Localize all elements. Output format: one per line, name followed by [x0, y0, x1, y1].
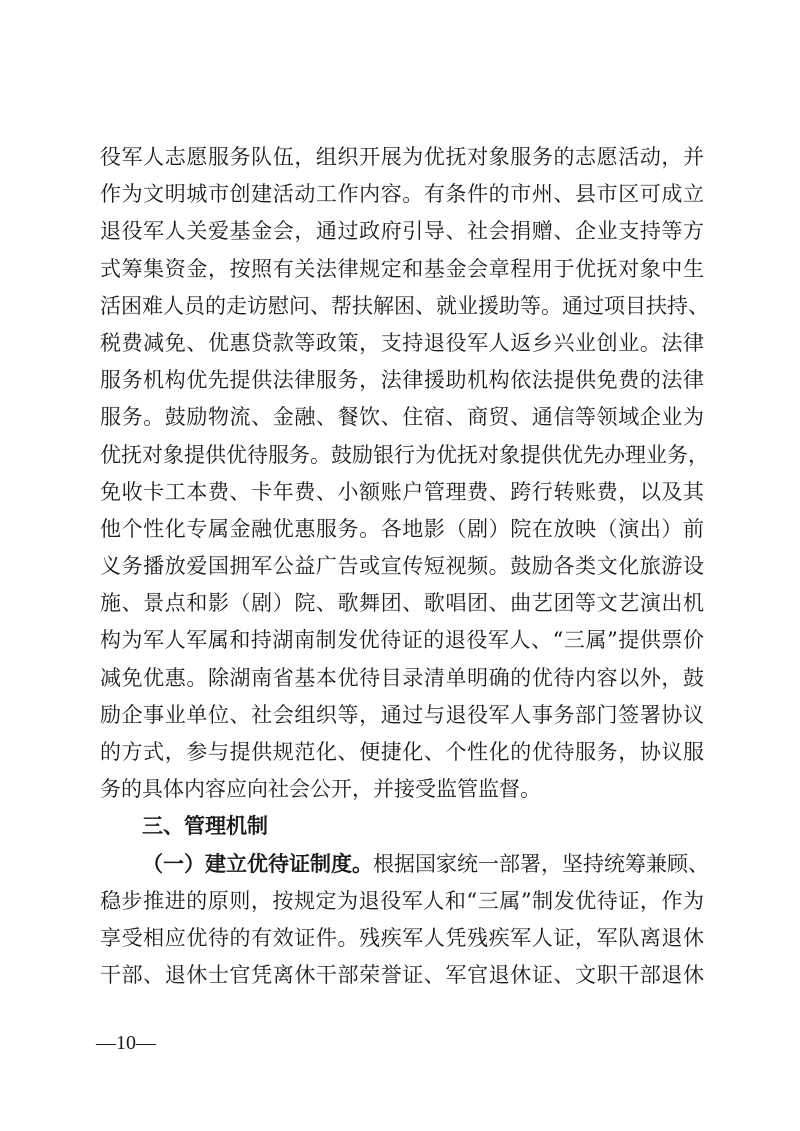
text-line: 干部、退休士官凭离休干部荣誉证、军官退休证、文职干部退休: [100, 963, 704, 988]
text-line: 务的具体内容应向社会公开，并接受监管监督。: [100, 777, 541, 802]
text-line: 免收卡工本费、卡年费、小额账户管理费、跨行转账费，以及其: [100, 479, 704, 504]
text-line: 服务。鼓励物流、金融、餐饮、住宿、商贸、通信等领域企业为: [100, 405, 704, 430]
paragraph-first-line: [100, 846, 709, 883]
body-text: [100, 139, 709, 994]
text-line: 服务机构优先提供法律服务，法律援助机构依法提供免费的法律: [100, 368, 704, 393]
text-line: 式筹集资金，按照有关法律规定和基金会章程用于优抚对象中生: [100, 256, 704, 281]
text-line: 构为军人军属和持湖南制发优待证的退役军人、“三属”提供票价: [100, 628, 704, 653]
text-line: 他个性化专属金融优惠服务。各地影（剧）院在放映（演出）前: [100, 516, 704, 541]
text-line: 义务播放爱国拥军公益广告或宣传短视频。鼓励各类文化旅游设: [100, 554, 704, 579]
text-line: 税费减免、优惠贷款等政策，支持退役军人返乡兴业创业。法律: [100, 330, 704, 355]
text-line: 励企事业单位、社会组织等，通过与退役军人事务部门签署协议: [100, 702, 704, 727]
section-heading: 三、管理机制: [142, 814, 268, 839]
page-number: —10—: [96, 1032, 156, 1054]
paragraph-lead-bold: （一）建立优待证制度。: [142, 851, 373, 876]
text-line: 施、景点和影（剧）院、歌舞团、歌唱团、曲艺团等文艺演出机: [100, 591, 704, 616]
text-line: 的方式，参与提供规范化、便捷化、个性化的优待服务，协议服: [100, 740, 704, 764]
text-line: 作为文明城市创建活动工作内容。有条件的市州、县市区可成立: [100, 182, 704, 207]
text-line: 活困难人员的走访慰问、帮扶解困、就业援助等。通过项目扶持、: [100, 293, 709, 318]
text-line: 减免优惠。除湖南省基本优待目录清单明确的优待内容以外，鼓: [100, 665, 704, 690]
text-line: 稳步推进的原则，按规定为退役军人和“三属”制发优待证，作为: [100, 888, 704, 913]
text-line: 享受相应优待的有效证件。残疾军人凭残疾军人证，军队离退休: [100, 925, 704, 950]
text-line: 退役军人关爱基金会，通过政府引导、社会捐赠、企业支持等方: [100, 219, 704, 244]
paragraph-lead-rest: 根据国家统一部署，坚持统筹兼顾、: [373, 851, 709, 876]
text-line: 役军人志愿服务队伍，组织开展为优抚对象服务的志愿活动，并: [100, 145, 704, 169]
text-line: 优抚对象提供优待服务。鼓励银行为优抚对象提供优先办理业务，: [100, 442, 709, 467]
